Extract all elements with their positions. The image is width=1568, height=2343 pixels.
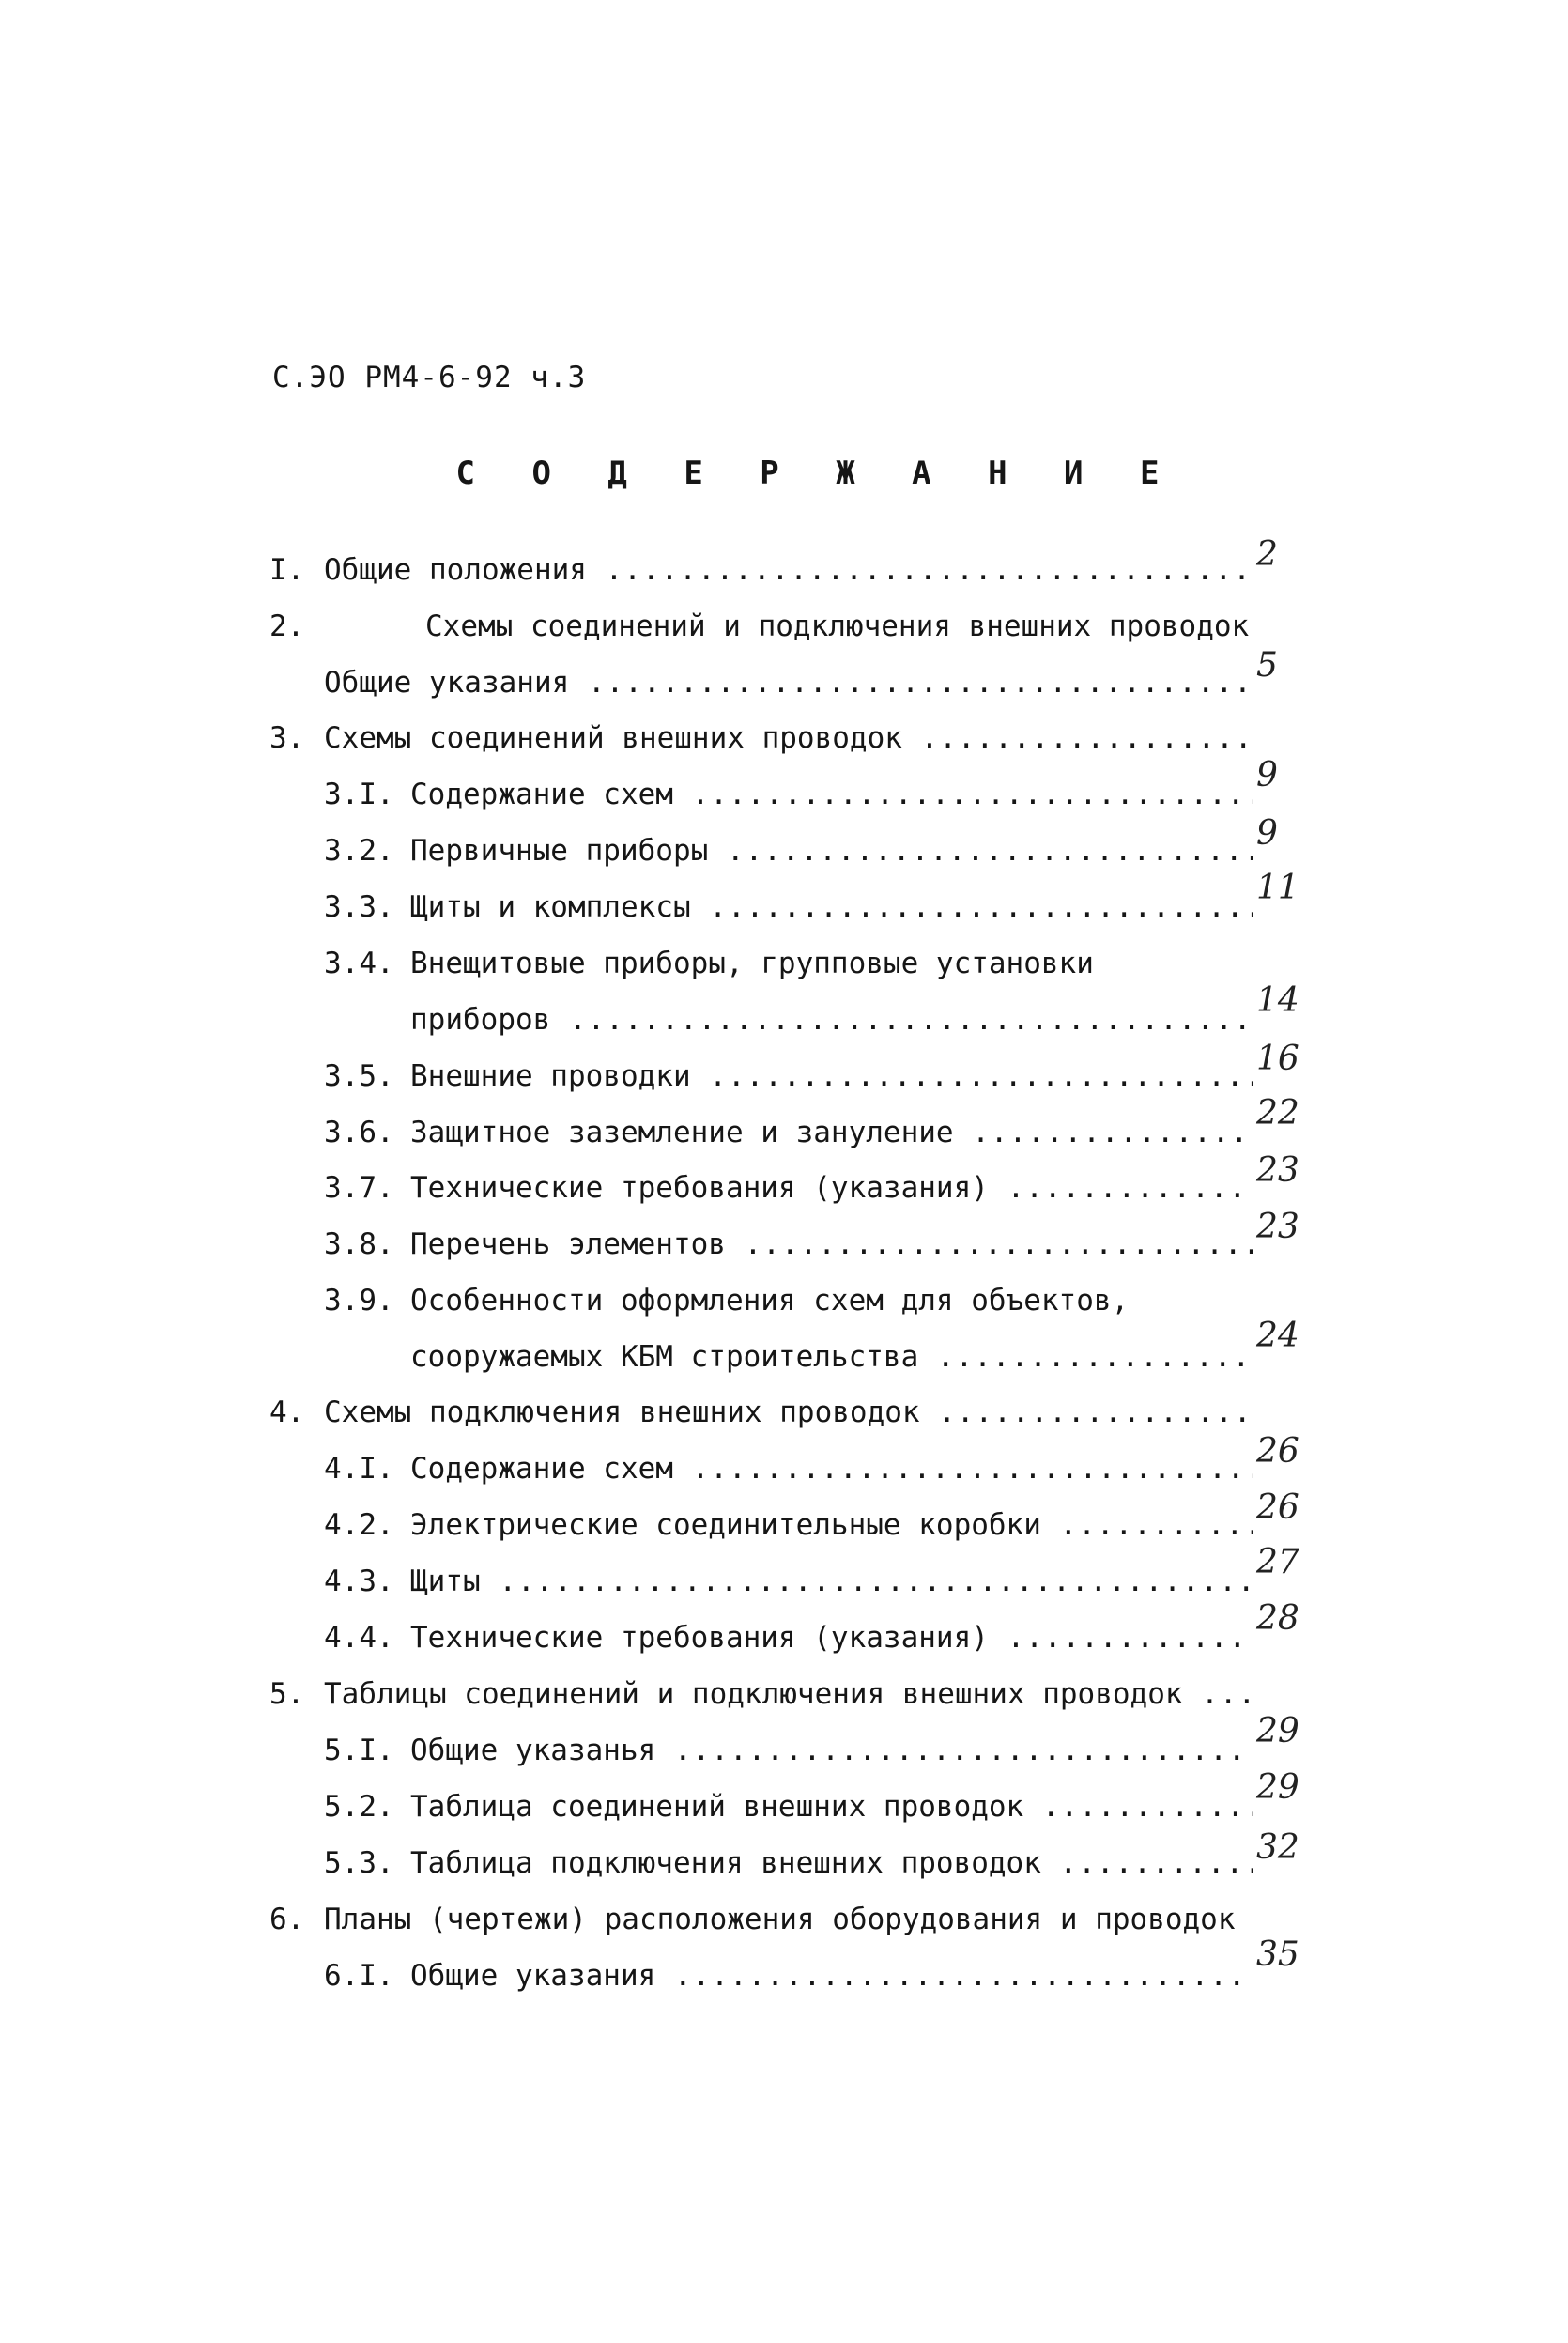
toc-entry-title: Первичные приборы ..... bbox=[410, 828, 1253, 873]
toc-entry-number: 3.3. bbox=[324, 890, 394, 924]
toc-entry bbox=[0, 1559, 1258, 1604]
toc-entry-title: Внешние проводки ..... bbox=[410, 1054, 1253, 1099]
toc-entry-page: 35 bbox=[1256, 1935, 1299, 1974]
toc-entry bbox=[0, 885, 1258, 930]
toc-entry-title: Таблицы соединений и подключения внешних проводок ..... bbox=[324, 1672, 1253, 1717]
toc-entry bbox=[0, 772, 1258, 817]
toc-entry-number: 3. bbox=[269, 721, 305, 755]
toc-entry-number: 4.Ι. bbox=[324, 1452, 394, 1486]
toc-entry bbox=[0, 828, 1258, 873]
toc-entry-page: 26 bbox=[1256, 1488, 1299, 1527]
toc-entry-title: Технические требования (указания) ..... bbox=[410, 1615, 1253, 1660]
toc-entry bbox=[0, 1054, 1258, 1099]
toc-entry-title: Защитное заземление и зануление ..... bbox=[410, 1110, 1253, 1155]
toc-entry-number: 3.4. bbox=[324, 947, 394, 980]
toc-entry bbox=[0, 1446, 1258, 1491]
toc-entry-page: 32 bbox=[1256, 1828, 1299, 1867]
toc-entry-page: 9 bbox=[1256, 756, 1278, 794]
toc-entry bbox=[0, 604, 1258, 649]
toc-entry-number: 3.5. bbox=[324, 1059, 394, 1093]
toc-entry-title: Содержание схем ..... bbox=[410, 1446, 1253, 1491]
toc-entry-number: 3.8. bbox=[324, 1227, 394, 1261]
toc-entry bbox=[0, 1503, 1258, 1548]
toc-entry bbox=[0, 1615, 1258, 1660]
toc-entry-title: Электрические соединительные коробки ..... bbox=[410, 1503, 1253, 1548]
toc-entry-number: 5. bbox=[269, 1677, 305, 1711]
toc-entry bbox=[0, 1672, 1258, 1717]
toc-entry-page: 11 bbox=[1256, 869, 1299, 907]
toc-entry-title: приборов ..... bbox=[410, 997, 1253, 1042]
toc-entry bbox=[0, 1165, 1258, 1210]
toc-entry-title: Общие указания ..... bbox=[324, 660, 1253, 705]
toc-entry-title: Щиты и комплексы ..... bbox=[410, 885, 1253, 930]
toc-entry bbox=[0, 1390, 1258, 1435]
toc-entry bbox=[0, 660, 1258, 705]
toc-entry-number: 4.4. bbox=[324, 1621, 394, 1655]
toc-entry-number: Ι. bbox=[269, 553, 305, 587]
toc-entry-page: 27 bbox=[1256, 1543, 1299, 1581]
toc-entry-number: 3.6. bbox=[324, 1116, 394, 1149]
toc-entry-page: 9 bbox=[1256, 814, 1278, 853]
toc-entry-title: Таблица подключения внешних проводок ..... bbox=[410, 1841, 1253, 1886]
toc-entry-page: 5 bbox=[1256, 646, 1278, 685]
toc-entry-number: 4.3. bbox=[324, 1565, 394, 1598]
toc-entry bbox=[0, 941, 1258, 986]
toc-entry-title: Таблица соединений внешних проводок ..... bbox=[410, 1784, 1253, 1829]
page-title: С О Д Е Р Ж А Н И Е bbox=[455, 455, 1178, 492]
toc-entry-page: 26 bbox=[1256, 1432, 1299, 1471]
toc-entry-page: 2 bbox=[1256, 535, 1278, 574]
toc-entry-number: 5.Ι. bbox=[324, 1734, 394, 1767]
toc-entry-title: Общие положения ..... bbox=[324, 547, 1253, 593]
toc-entry-number: 3.7. bbox=[324, 1171, 394, 1205]
toc-entry-title: Особенности оформления схем для объектов, bbox=[410, 1284, 1130, 1318]
toc-entry-title: Щиты ..... bbox=[410, 1559, 1253, 1604]
toc-entry-title: сооружаемых КБМ строительства ..... bbox=[410, 1334, 1253, 1380]
toc-entry-title: Общие указания ..... bbox=[410, 1953, 1253, 1998]
toc-entry-title: Содержание схем ..... bbox=[410, 772, 1253, 817]
toc-entry-title: Внещитовые приборы, групповые установки bbox=[410, 947, 1094, 980]
toc-entry-title: Схемы соединений и подключения внешних проводок bbox=[425, 609, 1250, 643]
toc-entry-title: Перечень элементов ..... bbox=[410, 1222, 1253, 1267]
toc-entry bbox=[0, 1784, 1258, 1829]
toc-entry-number: 5.2. bbox=[324, 1790, 394, 1824]
toc-entry bbox=[0, 1728, 1258, 1773]
toc-entry-title: Общие указанья ..... bbox=[410, 1728, 1253, 1773]
toc-entry-number: 6. bbox=[269, 1903, 305, 1936]
toc-entry-number: 4.2. bbox=[324, 1508, 394, 1542]
toc-entry bbox=[0, 1278, 1258, 1323]
toc-entry bbox=[0, 1953, 1258, 1998]
toc-entry-page: 14 bbox=[1256, 981, 1299, 1020]
toc-entry bbox=[0, 1334, 1258, 1380]
toc-entry-number: 3.Ι. bbox=[324, 778, 394, 811]
toc-entry bbox=[0, 547, 1258, 593]
toc-entry-title: Схемы подключения внешних проводок ..... bbox=[324, 1390, 1253, 1435]
toc-entry-title: Планы (чертежи) расположения оборудования и проводок ..... bbox=[324, 1897, 1253, 1942]
toc-entry bbox=[0, 1897, 1258, 1942]
toc-entry-page: 16 bbox=[1256, 1040, 1299, 1078]
toc-entry-number: 2. bbox=[269, 609, 305, 643]
toc-entry bbox=[0, 997, 1258, 1042]
toc-entry-page: 24 bbox=[1256, 1317, 1299, 1355]
toc-entry-title: Технические требования (указания) ..... bbox=[410, 1165, 1253, 1210]
toc-entry-page: 29 bbox=[1256, 1768, 1299, 1807]
toc-entry-title: Схемы соединений внешних проводок ..... bbox=[324, 716, 1253, 761]
toc-entry-number: 5.3. bbox=[324, 1846, 394, 1880]
toc-entry-number: 3.2. bbox=[324, 834, 394, 868]
toc-entry-number: 4. bbox=[269, 1395, 305, 1429]
document-code: С.ЭО РМ4-6-92 ч.3 bbox=[272, 361, 587, 394]
toc-entry-number: 3.9. bbox=[324, 1284, 394, 1318]
toc-entry bbox=[0, 1222, 1258, 1267]
toc-entry-page: 22 bbox=[1256, 1094, 1299, 1133]
toc-entry-page: 29 bbox=[1256, 1712, 1299, 1750]
toc-entry-number: 6.Ι. bbox=[324, 1959, 394, 1993]
toc-entry bbox=[0, 1110, 1258, 1155]
toc-entry bbox=[0, 1841, 1258, 1886]
toc-entry bbox=[0, 716, 1258, 761]
toc-entry-page: 23 bbox=[1256, 1151, 1299, 1190]
toc-entry-page: 28 bbox=[1256, 1599, 1299, 1638]
toc-entry-page: 23 bbox=[1256, 1208, 1299, 1246]
